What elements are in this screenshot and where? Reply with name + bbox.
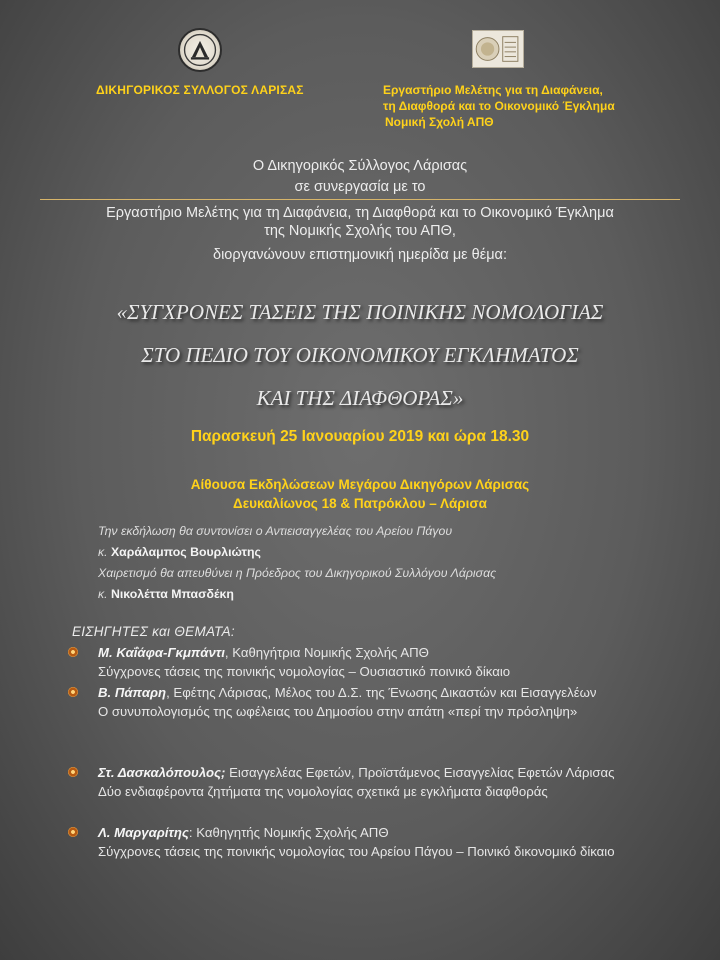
speaker-role: Εισαγγελέας Εφετών, Προϊστάμενος Εισαγγελίας Εφετών Λάρισας [225, 765, 615, 780]
speaker-role: : Καθηγητής Νομικής Σχολής ΑΠΘ [188, 825, 389, 840]
speaker-topic: Ο συνυπολογισμός της ωφέλειας του Δημοσίου στην απάτη «περί την πρόσληψη» [98, 704, 578, 719]
speaker-name: Β. Πάπαρη [98, 685, 167, 700]
lab-name-line-3: Νομική Σχολή ΑΠΘ [385, 115, 494, 129]
theme-line-1: «ΣΥΓΧΡΟΝΕΣ ΤΑΣΕΙΣ ΤΗΣ ΠΟΙΝΙΚΗΣ ΝΟΜΟΛΟΓΙΑΣ [116, 300, 604, 324]
speaker-role: , Εφέτης Λάρισας, Μέλος του Δ.Σ. της Ένωσης Δικαστών και Εισαγγελέων [166, 685, 597, 700]
bar-association-seal-icon [178, 28, 222, 72]
moderator-line [98, 542, 261, 563]
speaker-topic: Σύγχρονες τάσεις της ποινικής νομολογίας – Ουσιαστικό ποινικό δίκαιο [98, 664, 511, 679]
theme-line-2: ΣΤΟ ΠΕΔΙΟ ΤΟΥ ΟΙΚΟΝΟΜΙΚΟΥ ΕΓΚΛΗΜΑΤΟΣ [141, 343, 579, 367]
speaker-item [68, 683, 688, 721]
speaker-name: Μ. Καΐάφα-Γκμπάντι [98, 645, 225, 660]
speaker-item [68, 763, 688, 801]
greeting-intro: Χαιρετισμό θα απευθύνει η Πρόεδρος του Δικηγορικού Συλλόγου Λάρισας [98, 566, 497, 580]
greeting-line [98, 584, 234, 605]
bullet-icon [68, 767, 78, 777]
bullet-icon [68, 647, 78, 657]
partner-school-line: της Νομικής Σχολής του ΑΠΘ, [264, 223, 456, 239]
speaker-name: Στ. Δασκαλόπουλος; [98, 765, 226, 780]
venue-line-1: Αίθουσα Εκδηλώσεων Μεγάρου Δικηγόρων Λάρισας [190, 477, 530, 492]
speakers-title: ΕΙΣΗΓΗΤΕΣ και ΘΕΜΑΤΑ: [72, 624, 235, 639]
speaker-topic: Σύγχρονες τάσεις της ποινικής νομολογίας του Αρείου Πάγου – Ποινικό δικονομικό δίκαιο [98, 844, 615, 859]
lab-name-line-2: τη Διαφθορά και το Οικονομικό Έγκλημα [383, 99, 615, 113]
cooperation-line: σε συνεργασία με το [294, 179, 426, 195]
president-prefix: κ. [98, 587, 111, 601]
orange-divider [40, 199, 680, 200]
speaker-item [68, 823, 688, 861]
bar-association-name: ΔΙΚΗΓΟΡΙΚΟΣ ΣΥΛΛΟΓΟΣ ΛΑΡΙΣΑΣ [96, 83, 304, 97]
event-date: Παρασκευή 25 Ιανουαρίου 2019 και ώρα 18.30 [190, 428, 530, 445]
partner-line: Εργαστήριο Μελέτης για τη Διαφάνεια, τη Διαφθορά και το Οικονομικό Έγκλημα [106, 205, 614, 221]
lab-name-line-1: Εργαστήριο Μελέτης για τη Διαφάνεια, [383, 83, 603, 97]
bullet-icon [68, 827, 78, 837]
theme-line-3: ΚΑΙ ΤΗΣ ΔΙΑΦΘΟΡΑΣ» [256, 386, 464, 410]
bullet-icon [68, 687, 78, 697]
lab-name [383, 82, 615, 130]
moderator-intro: Την εκδήλωση θα συντονίσει ο Αντιεισαγγελέας του Αρείου Πάγου [98, 524, 453, 538]
moderator-prefix: κ. [98, 545, 111, 559]
speaker-name: Λ. Μαργαρίτης [98, 825, 189, 840]
speaker-role: , Καθηγήτρια Νομικής Σχολής ΑΠΘ [224, 645, 429, 660]
venue-line-2: Δευκαλίωνος 18 & Πατρόκλου – Λάρισα [233, 496, 487, 511]
moderator-name: Χαράλαμπος Βουρλιώτης [110, 545, 261, 559]
president-name: Νικολέττα Μπασδέκη [110, 587, 234, 601]
lab-logo-icon [472, 30, 524, 68]
speaker-topic: Δύο ενδιαφέροντα ζητήματα της νομολογίας σχετικά με εγκλήματα διαφθοράς [98, 784, 548, 799]
organizer-line: Ο Δικηγορικός Σύλλογος Λάρισας [252, 158, 468, 174]
announcement-line: διοργανώνουν επιστημονική ημερίδα με θέμα: [213, 247, 507, 263]
speaker-item [68, 643, 688, 681]
